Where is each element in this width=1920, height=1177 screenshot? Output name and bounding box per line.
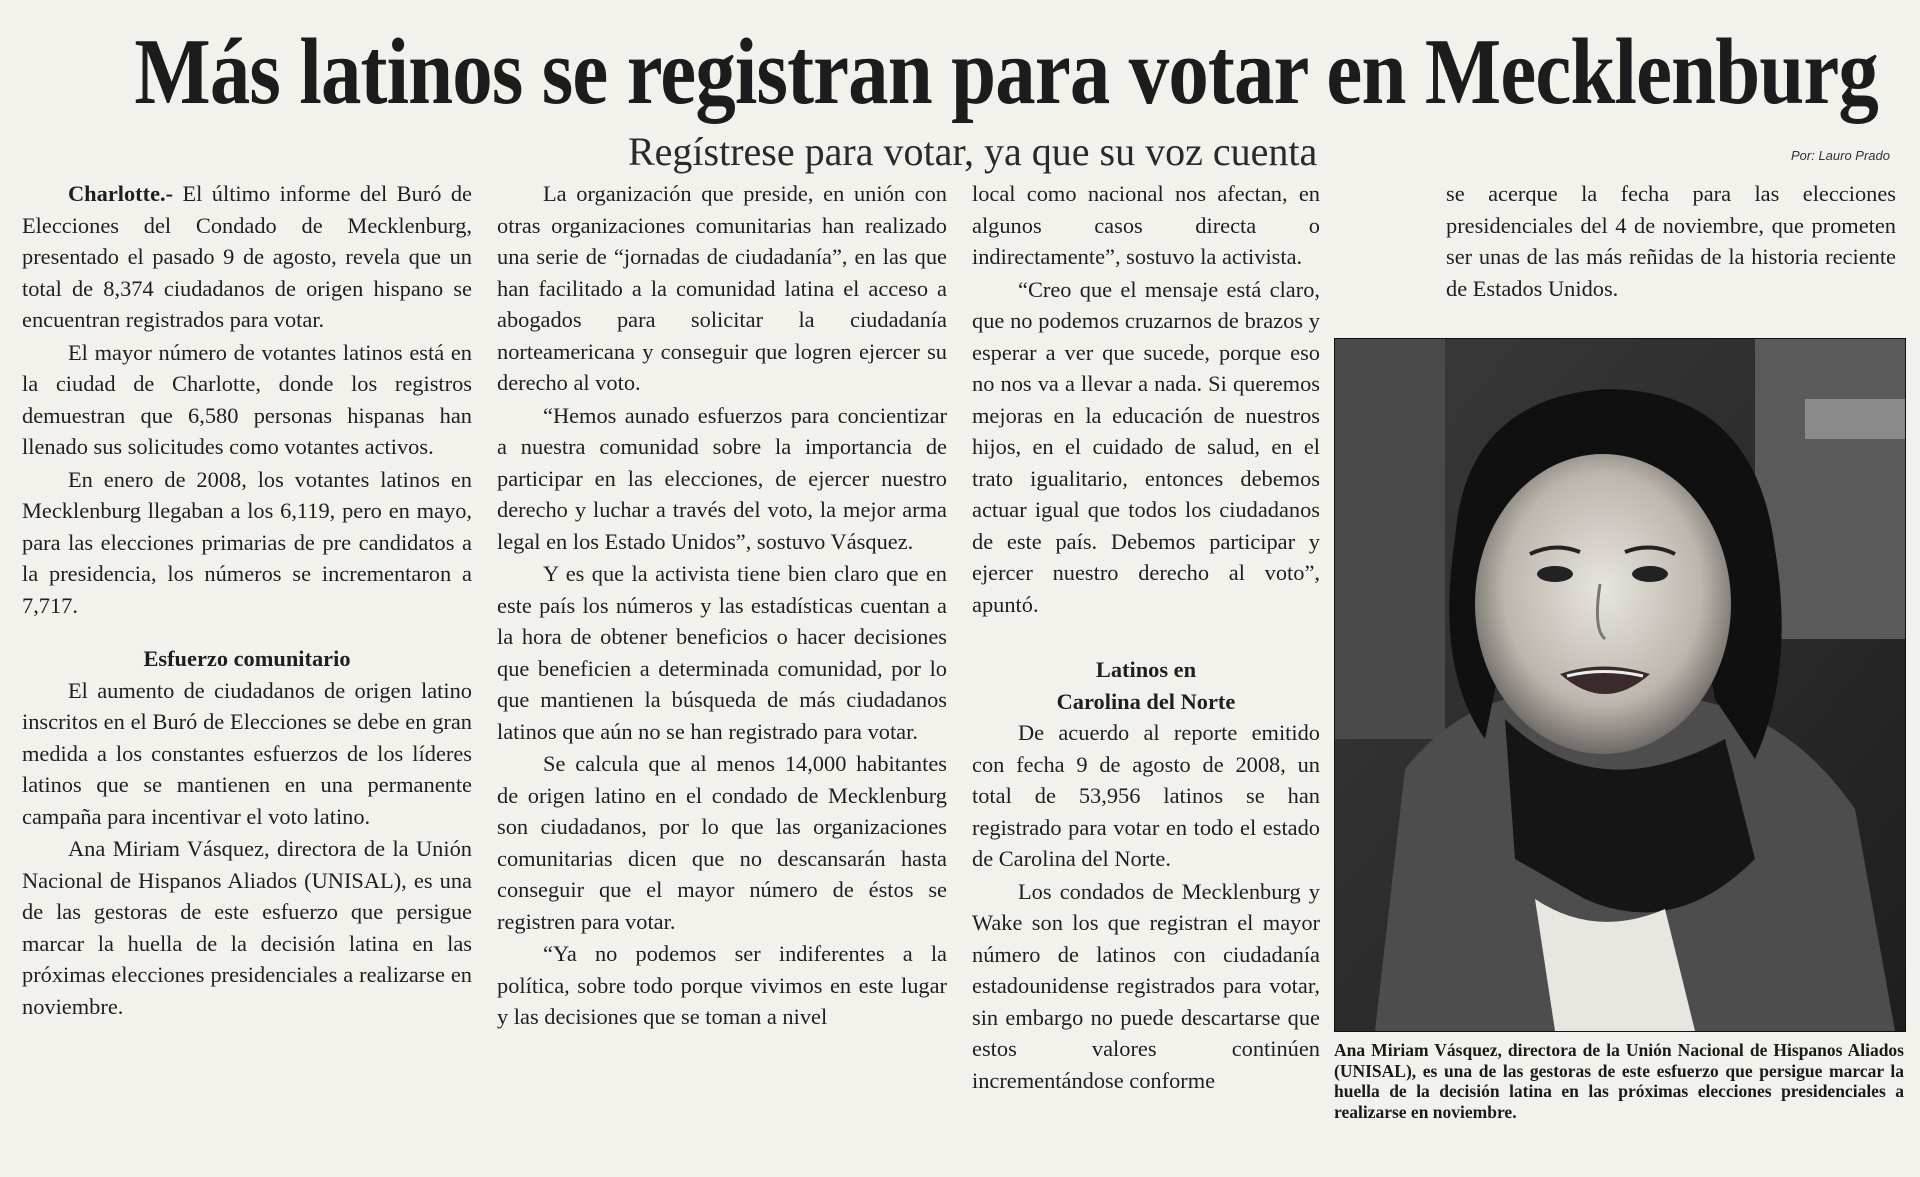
paragraph-text: El último informe del Buró de Elecciones del Condado de Mecklenburg, presentado el pasado 9 de agosto, revela que un total de 8,374 ciudadanos de origen hispano se encuentran registrados para votar. [22, 181, 472, 332]
portrait-image [1335, 339, 1905, 1031]
section-heading-line-1: Latinos en [1095, 657, 1197, 682]
paragraph: El mayor número de votantes latinos está en la ciudad de Charlotte, donde los registros demuestran que 6,580 personas hispanas han llenado sus solicitudes como votantes activos. [22, 339, 472, 459]
dateline: Charlotte.- [68, 181, 174, 206]
section-heading: Esfuerzo comunitario [143, 646, 351, 671]
byline: Por: Lauro Prado [1790, 148, 1890, 163]
article-column-4 [1446, 178, 1896, 305]
paragraph: Se calcula que al menos 14,000 habitantes de origen latino en el condado de Mecklenburg son ciudadanos, por lo que las organizaciones comunitarias dicen que no descansarán hasta conseguir que el mayor número de éstos se registren para votar. [497, 751, 947, 934]
paragraph: Los condados de Mecklenburg y Wake son los que registran el mayor número de latinos con ciudadanía estadounidense registrados para votar, sin embargo no puede descartarse que estos valores continúen incrementándose conforme [972, 878, 1320, 1093]
article-column-1 [22, 178, 472, 1023]
paragraph: Y es que la activista tiene bien claro que en este país los números y las estadísticas cuentan a la hora de obtener beneficios o hacer decisiones que beneficien a determinada comunidad, por lo que mantienen la búsqueda de más ciudadanos latinos que aún no se han registrado para votar. [497, 561, 947, 744]
paragraph: “Hemos aunado esfuerzos para concientizar a nuestra comunidad sobre la importancia de participar en las elecciones, de ejercer nuestro derecho y luchar a través del voto, la mejor arma legal en los Estado Unidos”, sostuvo Vásquez. [497, 402, 947, 554]
paragraph: El aumento de ciudadanos de origen latino inscritos en el Buró de Elecciones se debe en gran medida a los constantes esfuerzos de los líderes latinos que se mantienen en una permanente campaña para incentivar el voto latino. [22, 677, 472, 829]
paragraph: local como nacional nos afectan, en algunos casos directa o indirectamente”, sostuvo la activista. [972, 181, 1320, 269]
paragraph: En enero de 2008, los votantes latinos en Mecklenburg llegaban a los 6,119, pero en mayo, para las elecciones primarias de pre candidatos a la presidencia, los números se incrementaron a 7,717. [22, 466, 472, 618]
paragraph [22, 178, 472, 336]
paragraph: Ana Miriam Vásquez, directora de la Unión Nacional de Hispanos Aliados (UNISAL), es una de las gestoras de este esfuerzo que persigue marcar la huella de la decisión latina en las próximas elecciones presidenciales a realizarse en noviembre. [22, 836, 472, 1019]
headline: Más latinos se registran para votar en Mecklenburg [134, 20, 1878, 124]
paragraph: se acerque la fecha para las elecciones presidenciales del 4 de noviembre, que prometen ser unas de las más reñidas de la historia reciente de Estados Unidos. [1446, 181, 1896, 301]
subheadline: Regístrese para votar, ya que su voz cuenta [628, 129, 1318, 174]
paragraph: “Ya no podemos ser indiferentes a la política, sobre todo porque vivimos en este lugar y las decisiones que se toman a nivel [497, 941, 947, 1029]
portrait-photo [1334, 338, 1906, 1032]
paragraph: La organización que preside, en unión con otras organizaciones comunitarias han realizado una serie de “jornadas de ciudadanía”, en las que han facilitado a la comunidad latina el acceso a abogados para solicitar la ciudadanía norteamericana y conseguir que logren ejercer su derecho al voto. [497, 181, 947, 395]
section-heading-line-2: Carolina del Norte [1056, 688, 1236, 714]
article-column-3 [972, 178, 1320, 1097]
article-column-2 [497, 178, 947, 1034]
paragraph: De acuerdo al reporte emitido con fecha 9 de agosto de 2008, un total de 53,956 latinos se han registrado para votar en todo el estado de Carolina del Norte. [972, 720, 1320, 871]
section-heading [972, 654, 1320, 717]
paragraph: “Creo que el mensaje está claro, que no podemos cruzarnos de brazos y esperar a ver que sucede, porque eso no nos va a llevar a nada. Si queremos mejoras en la educación de nuestros hijos, en el cuidado de salud, en el trato igualitario, entonces debemos actuar igual que todos los ciudadanos de este país. Debemos participar y ejercer nuestro derecho al voto”, apuntó. [972, 276, 1320, 617]
photo-caption: Ana Miriam Vásquez, directora de la Unión Nacional de Hispanos Aliados (UNISAL), es una de las gestoras de este esfuerzo que persigue marcar la huella de la decisión latina en las próximas elecciones presidenciales a realizarse en noviembre. [1334, 1040, 1904, 1122]
